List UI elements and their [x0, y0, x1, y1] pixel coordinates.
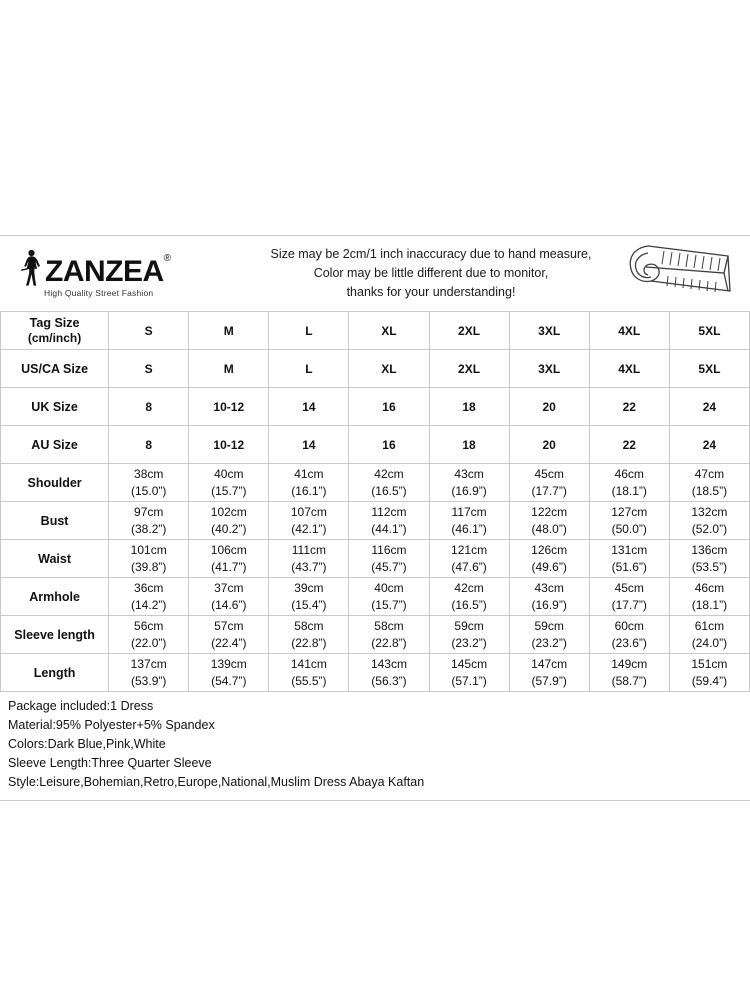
cell: M — [189, 350, 269, 388]
cell-inch: (23.2”) — [451, 635, 487, 650]
cell-inch: (41.7”) — [211, 559, 247, 574]
cell: 8 — [109, 426, 189, 464]
cell-inch: (16.9”) — [531, 597, 567, 612]
cell-inch: (18.5”) — [691, 483, 728, 498]
cell — [589, 616, 669, 654]
cell-cm: 101cm — [130, 542, 167, 557]
cell — [509, 654, 589, 692]
cell-inch: (16.5”) — [371, 483, 407, 498]
cell-cm: 36cm — [134, 580, 164, 595]
cell — [669, 502, 749, 540]
cell-cm: 116cm — [371, 542, 407, 557]
chart-header — [0, 236, 750, 311]
cell-inch: (47.6”) — [451, 559, 487, 574]
cell — [349, 578, 429, 616]
detail-sleeve-length: Sleeve Length:Three Quarter Sleeve — [8, 756, 212, 770]
cell: S — [109, 312, 189, 350]
cell: L — [269, 312, 349, 350]
cell-inch: (57.9”) — [531, 673, 567, 688]
cell-inch: (46.1”) — [451, 521, 487, 536]
cell-cm: 60cm — [614, 618, 644, 633]
cell — [429, 616, 509, 654]
cell — [669, 654, 749, 692]
cell — [349, 540, 429, 578]
row-header-sleeve-length: Sleeve length — [1, 616, 109, 654]
cell: 24 — [669, 388, 749, 426]
table-row — [1, 388, 750, 426]
cell-cm: 149cm — [611, 656, 648, 671]
cell-inch: (15.0”) — [131, 483, 167, 498]
cell — [589, 540, 669, 578]
cell: 2XL — [429, 312, 509, 350]
cell-inch: (23.2”) — [531, 635, 567, 650]
row-header-au-size: AU Size — [1, 426, 109, 464]
cell: 16 — [349, 426, 429, 464]
cell — [189, 578, 269, 616]
cell — [109, 464, 189, 502]
cell-inch: (39.8”) — [131, 559, 167, 574]
cell: 10-12 — [189, 388, 269, 426]
cell — [669, 578, 749, 616]
cell-cm: 141cm — [290, 656, 327, 671]
cell — [189, 616, 269, 654]
cell-cm: 41cm — [294, 466, 324, 481]
size-chart-card — [0, 235, 750, 801]
disclaimer-line-1: Size may be 2cm/1 inch inaccuracy due to hand measure, — [270, 247, 592, 261]
cell-cm: 45cm — [534, 466, 564, 481]
cell — [349, 464, 429, 502]
cell-inch: (14.6”) — [211, 597, 247, 612]
cell-inch: (42.1”) — [291, 521, 327, 536]
cell: 8 — [109, 388, 189, 426]
cell — [269, 502, 349, 540]
row-label: Tag Size — [29, 315, 80, 330]
cell-cm: 145cm — [451, 656, 488, 671]
cell-cm: 39cm — [294, 580, 324, 595]
cell-cm: 139cm — [210, 656, 247, 671]
cell — [269, 654, 349, 692]
cell-inch: (50.0”) — [611, 521, 647, 536]
cell — [109, 654, 189, 692]
cell — [669, 464, 749, 502]
cell-cm: 121cm — [451, 542, 488, 557]
cell — [109, 578, 189, 616]
cell-inch: (55.5”) — [291, 673, 327, 688]
cell-inch: (45.7”) — [371, 559, 407, 574]
cell: 18 — [429, 426, 509, 464]
cell — [589, 464, 669, 502]
cell — [189, 654, 269, 692]
table-row — [1, 654, 750, 692]
cell — [189, 464, 269, 502]
cell-inch: (44.1”) — [371, 521, 407, 536]
brand-logo — [0, 236, 178, 311]
cell-inch: (53.5”) — [691, 559, 728, 574]
cell-cm: 40cm — [374, 580, 404, 595]
cell-cm: 106cm — [210, 542, 247, 557]
cell-inch: (54.7”) — [211, 673, 247, 688]
cell: 5XL — [669, 350, 749, 388]
row-header-uk-size: UK Size — [1, 388, 109, 426]
cell-inch: (18.1”) — [691, 597, 728, 612]
cell-inch: (38.2”) — [131, 521, 167, 536]
cell-cm: 45cm — [614, 580, 644, 595]
cell — [669, 540, 749, 578]
size-chart-table — [0, 311, 750, 692]
cell: 22 — [589, 426, 669, 464]
cell-inch: (17.7”) — [611, 597, 647, 612]
brand-logo-row — [18, 249, 171, 287]
cell: XL — [349, 312, 429, 350]
table-row — [1, 616, 750, 654]
measuring-tape-icon — [624, 242, 736, 304]
cell-cm: 42cm — [454, 580, 484, 595]
cell-inch: (22.8”) — [291, 635, 327, 650]
brand-tagline: High Quality Street Fashion — [44, 288, 154, 298]
cell-inch: (22.4”) — [211, 635, 247, 650]
cell — [429, 502, 509, 540]
cell: 22 — [589, 388, 669, 426]
cell: 4XL — [589, 312, 669, 350]
woman-silhouette-icon — [18, 249, 44, 287]
cell-cm: 58cm — [294, 618, 324, 633]
cell: 14 — [269, 388, 349, 426]
cell-inch: (15.7”) — [211, 483, 247, 498]
table-row — [1, 578, 750, 616]
cell-cm: 127cm — [611, 504, 648, 519]
cell-cm: 59cm — [454, 618, 484, 633]
cell-cm: 107cm — [290, 504, 327, 519]
cell-cm: 61cm — [694, 618, 725, 633]
disclaimer-line-3: thanks for your understanding! — [346, 285, 516, 299]
table-row — [1, 312, 750, 350]
cell-cm: 111cm — [291, 542, 326, 557]
cell: S — [109, 350, 189, 388]
cell — [589, 578, 669, 616]
cell — [189, 502, 269, 540]
cell-cm: 57cm — [214, 618, 244, 633]
cell-inch: (16.1”) — [291, 483, 327, 498]
cell — [509, 540, 589, 578]
row-sublabel: (cm/inch) — [27, 330, 82, 345]
cell-cm: 117cm — [451, 504, 487, 519]
cell-inch: (40.2”) — [211, 521, 247, 536]
cell: 18 — [429, 388, 509, 426]
cell — [509, 616, 589, 654]
cell-inch: (16.5”) — [451, 597, 487, 612]
cell: 24 — [669, 426, 749, 464]
cell-inch: (22.8”) — [371, 635, 407, 650]
cell-cm: 40cm — [214, 466, 244, 481]
cell: L — [269, 350, 349, 388]
cell-inch: (23.6”) — [611, 635, 647, 650]
cell-cm: 97cm — [134, 504, 164, 519]
cell-cm: 46cm — [614, 466, 644, 481]
cell — [109, 540, 189, 578]
cell-cm: 143cm — [370, 656, 407, 671]
cell — [109, 616, 189, 654]
cell-inch: (15.7”) — [371, 597, 407, 612]
cell: 3XL — [509, 312, 589, 350]
cell — [269, 578, 349, 616]
row-header-shoulder: Shoulder — [1, 464, 109, 502]
cell-cm: 126cm — [531, 542, 568, 557]
cell — [429, 578, 509, 616]
cell-inch: (56.3”) — [371, 673, 407, 688]
cell — [429, 654, 509, 692]
cell-cm: 151cm — [691, 656, 728, 671]
cell-inch: (22.0”) — [131, 635, 167, 650]
table-row — [1, 426, 750, 464]
cell: 20 — [509, 388, 589, 426]
cell — [669, 616, 749, 654]
cell-cm: 132cm — [691, 504, 728, 519]
cell-inch: (43.7”) — [291, 559, 327, 574]
cell — [189, 540, 269, 578]
cell-cm: 112cm — [371, 504, 407, 519]
cell-cm: 43cm — [454, 466, 484, 481]
cell: 4XL — [589, 350, 669, 388]
cell-inch: (16.9”) — [451, 483, 487, 498]
cell-inch: (52.0”) — [691, 521, 728, 536]
cell-cm: 136cm — [691, 542, 728, 557]
cell-inch: (15.4”) — [291, 597, 327, 612]
cell-inch: (18.1”) — [611, 483, 647, 498]
row-header-armhole: Armhole — [1, 578, 109, 616]
cell — [269, 464, 349, 502]
row-header-us-ca-size: US/CA Size — [1, 350, 109, 388]
cell-inch: (48.0”) — [531, 521, 567, 536]
cell — [509, 464, 589, 502]
cell: M — [189, 312, 269, 350]
cell-inch: (51.6”) — [611, 559, 647, 574]
disclaimer-line-2: Color may be little different due to monitor, — [313, 266, 549, 280]
cell-cm: 59cm — [534, 618, 564, 633]
cell-cm: 46cm — [694, 580, 725, 595]
cell: 5XL — [669, 312, 749, 350]
cell: 20 — [509, 426, 589, 464]
table-row — [1, 464, 750, 502]
cell: 16 — [349, 388, 429, 426]
row-header-length: Length — [1, 654, 109, 692]
detail-package: Package included:1 Dress — [8, 699, 154, 713]
cell-cm: 147cm — [531, 656, 568, 671]
product-details-list — [0, 692, 750, 800]
cell-inch: (57.1”) — [451, 673, 487, 688]
cell-inch: (59.4”) — [691, 673, 728, 688]
cell-inch: (14.2”) — [131, 597, 167, 612]
cell — [589, 502, 669, 540]
cell — [429, 464, 509, 502]
row-header-bust: Bust — [1, 502, 109, 540]
cell — [509, 502, 589, 540]
brand-name-text — [45, 253, 171, 288]
detail-colors: Colors:Dark Blue,Pink,White — [8, 737, 166, 751]
cell-cm: 47cm — [694, 466, 725, 481]
cell-cm: 58cm — [374, 618, 404, 633]
cell-inch: (17.7”) — [531, 483, 567, 498]
cell — [269, 540, 349, 578]
cell — [509, 578, 589, 616]
cell-inch: (24.0”) — [691, 635, 728, 650]
cell — [349, 502, 429, 540]
cell-inch: (58.7”) — [611, 673, 647, 688]
cell-cm: 137cm — [130, 656, 167, 671]
cell-inch: (53.9”) — [131, 673, 167, 688]
detail-material: Material:95% Polyester+5% Spandex — [8, 718, 215, 732]
brand-name: ZANZEA — [45, 255, 164, 288]
cell: XL — [349, 350, 429, 388]
cell — [349, 654, 429, 692]
cell — [269, 616, 349, 654]
cell-cm: 43cm — [534, 580, 564, 595]
cell — [589, 654, 669, 692]
table-row — [1, 350, 750, 388]
cell-cm: 56cm — [134, 618, 164, 633]
table-row — [1, 540, 750, 578]
cell-cm: 37cm — [214, 580, 244, 595]
table-row — [1, 502, 750, 540]
cell: 14 — [269, 426, 349, 464]
cell-cm: 122cm — [531, 504, 568, 519]
cell: 10-12 — [189, 426, 269, 464]
cell — [349, 616, 429, 654]
cell: 3XL — [509, 350, 589, 388]
registered-mark: ® — [163, 253, 171, 264]
row-header-waist: Waist — [1, 540, 109, 578]
cell — [109, 502, 189, 540]
cell-cm: 102cm — [210, 504, 247, 519]
detail-style: Style:Leisure,Bohemian,Retro,Europe,National,Muslim Dress Abaya Kaftan — [8, 775, 425, 789]
cell: 2XL — [429, 350, 509, 388]
cell-cm: 131cm — [611, 542, 648, 557]
row-header-tag-size — [1, 312, 109, 350]
cell-inch: (49.6”) — [531, 559, 567, 574]
cell-cm: 38cm — [134, 466, 164, 481]
cell-cm: 42cm — [374, 466, 404, 481]
cell — [429, 540, 509, 578]
